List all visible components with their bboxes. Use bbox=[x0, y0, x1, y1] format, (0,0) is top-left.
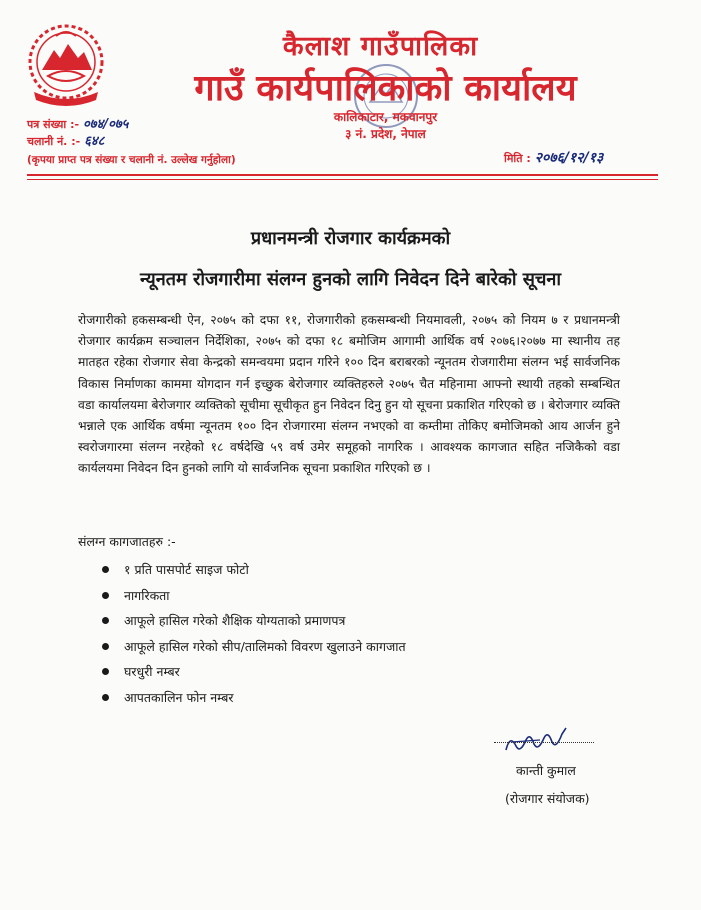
date-value: २०७६/१२/१३ bbox=[534, 150, 604, 166]
attachments-list bbox=[102, 560, 406, 713]
reference-note: (कृपया प्राप्त पत्र संख्या र चलानी नं. उल्लेख गर्नुहोला) bbox=[27, 154, 236, 166]
list-item bbox=[102, 662, 406, 688]
letterhead-rule-thin bbox=[27, 179, 658, 180]
signatory-role: (रोजगार संयोजक) bbox=[505, 791, 590, 806]
date bbox=[504, 148, 603, 167]
list-item bbox=[102, 637, 406, 663]
list-item-text: आफूले हासिल गरेको शैक्षिक योग्यताको प्रमाणपत्र bbox=[124, 613, 346, 628]
patra-label: पत्र संख्या :- bbox=[27, 118, 80, 131]
signature-icon bbox=[500, 724, 572, 758]
list-item-text: आपतकालिन फोन नम्बर bbox=[124, 689, 234, 705]
list-item-text: १ प्रति पासपोर्ट साइज फोटो bbox=[124, 562, 249, 577]
patra-sankhya bbox=[27, 114, 128, 132]
list-item-text: घरधुरी नम्बर bbox=[124, 664, 180, 679]
patra-value: ०७४/०७५ bbox=[83, 117, 129, 132]
office-name: कैलाश गाउँपालिका bbox=[282, 31, 479, 62]
address-line-1: कालिकाटार, मकवानपुर bbox=[333, 110, 438, 124]
signature-line bbox=[494, 742, 594, 743]
notice-body: रोजगारीको हकसम्बन्धी ऐन, २०७५ को दफा ११, रोजगारीको हकसम्बन्धी नियमावली, २०७५ को नियम ७ र प्रधानमन्त्री रोजगार कार्यक्रम सञ्चालन निर्देशिका, २०७५ को दफा १८ बमोजिम आगामी आर्थिक वर्ष २०७६।२०७७ मा स्थानीय तह मातहत रहेका रोजगार सेवा केन्द्रको समन्वयमा प्रदान गरिने १०० दिन बराबरको न्यूनतम रोजगारीमा संलग्न भई सार्वजनिक विकास निर्माणका काममा योगदान गर्न इच्छुक बेरोजगार व्यक्तिहरुले २०७५ चैत महिनामा आफ्नो स्थायी तहको सम्बन्धित वडा कार्यालयमा बेरोजगार व्यक्तिको सूचीमा सूचीकृत हुन निवेदन दिनु हुन यो सूचना प्रकाशित गरिएको छ । बेरोजगार व्यक्ति भन्नाले एक आर्थिक वर्षमा न्यूनतम १०० दिन रोजगारमा संलग्न नभएको वा कम्तीमा तोकिए बमोजिमको आय आर्जन हुने स्वरोजगारमा संलग्न नरहेको १८ वर्षदेखि ५९ वर्ष उमेर समूहको नागरिक । आवश्यक कागजात सहित नजिकैको वडा कार्यलयमा निवेदन दिन हुनको लागि यो सार्वजनिक सूचना प्रकाशित गरिएको छ । bbox=[78, 313, 620, 476]
chalani-value: ६४८ bbox=[84, 134, 105, 149]
list-item-text: आफूले हासिल गरेको सीप/तालिमको विवरण खुलाउने कागजात bbox=[124, 638, 406, 654]
bullet-icon bbox=[102, 592, 109, 599]
bullet-icon bbox=[102, 566, 109, 573]
bullet-icon bbox=[102, 643, 109, 650]
date-label: मिति : bbox=[504, 152, 531, 165]
notice-subheading: न्यूनतम रोजगारीमा संलग्न हुनको लागि निवेदन दिने बारेको सूचना bbox=[139, 269, 562, 290]
bullet-icon bbox=[102, 617, 109, 624]
bullet-icon bbox=[102, 668, 109, 675]
list-item bbox=[102, 611, 406, 637]
address-line-2: ३ नं. प्रदेश, नेपाल bbox=[345, 127, 426, 141]
list-item bbox=[102, 560, 406, 586]
list-item bbox=[102, 586, 406, 612]
attachments-label: संलग्न कागजातहरु :- bbox=[78, 534, 176, 549]
letterhead-rule bbox=[27, 174, 658, 176]
office-title: गाउँ कार्यपालिकाको कार्यालय bbox=[194, 68, 577, 109]
notice-heading: प्रधानमन्त्री रोजगार कार्यक्रमको bbox=[250, 228, 451, 249]
signatory-name: कान्ती कुमाल bbox=[516, 763, 576, 778]
list-item bbox=[102, 688, 406, 714]
list-item-text: नागरिकता bbox=[124, 587, 170, 603]
chalani-label: चलानी नं. :- bbox=[27, 135, 81, 148]
bullet-icon bbox=[102, 694, 109, 701]
chalani-number bbox=[27, 131, 104, 149]
